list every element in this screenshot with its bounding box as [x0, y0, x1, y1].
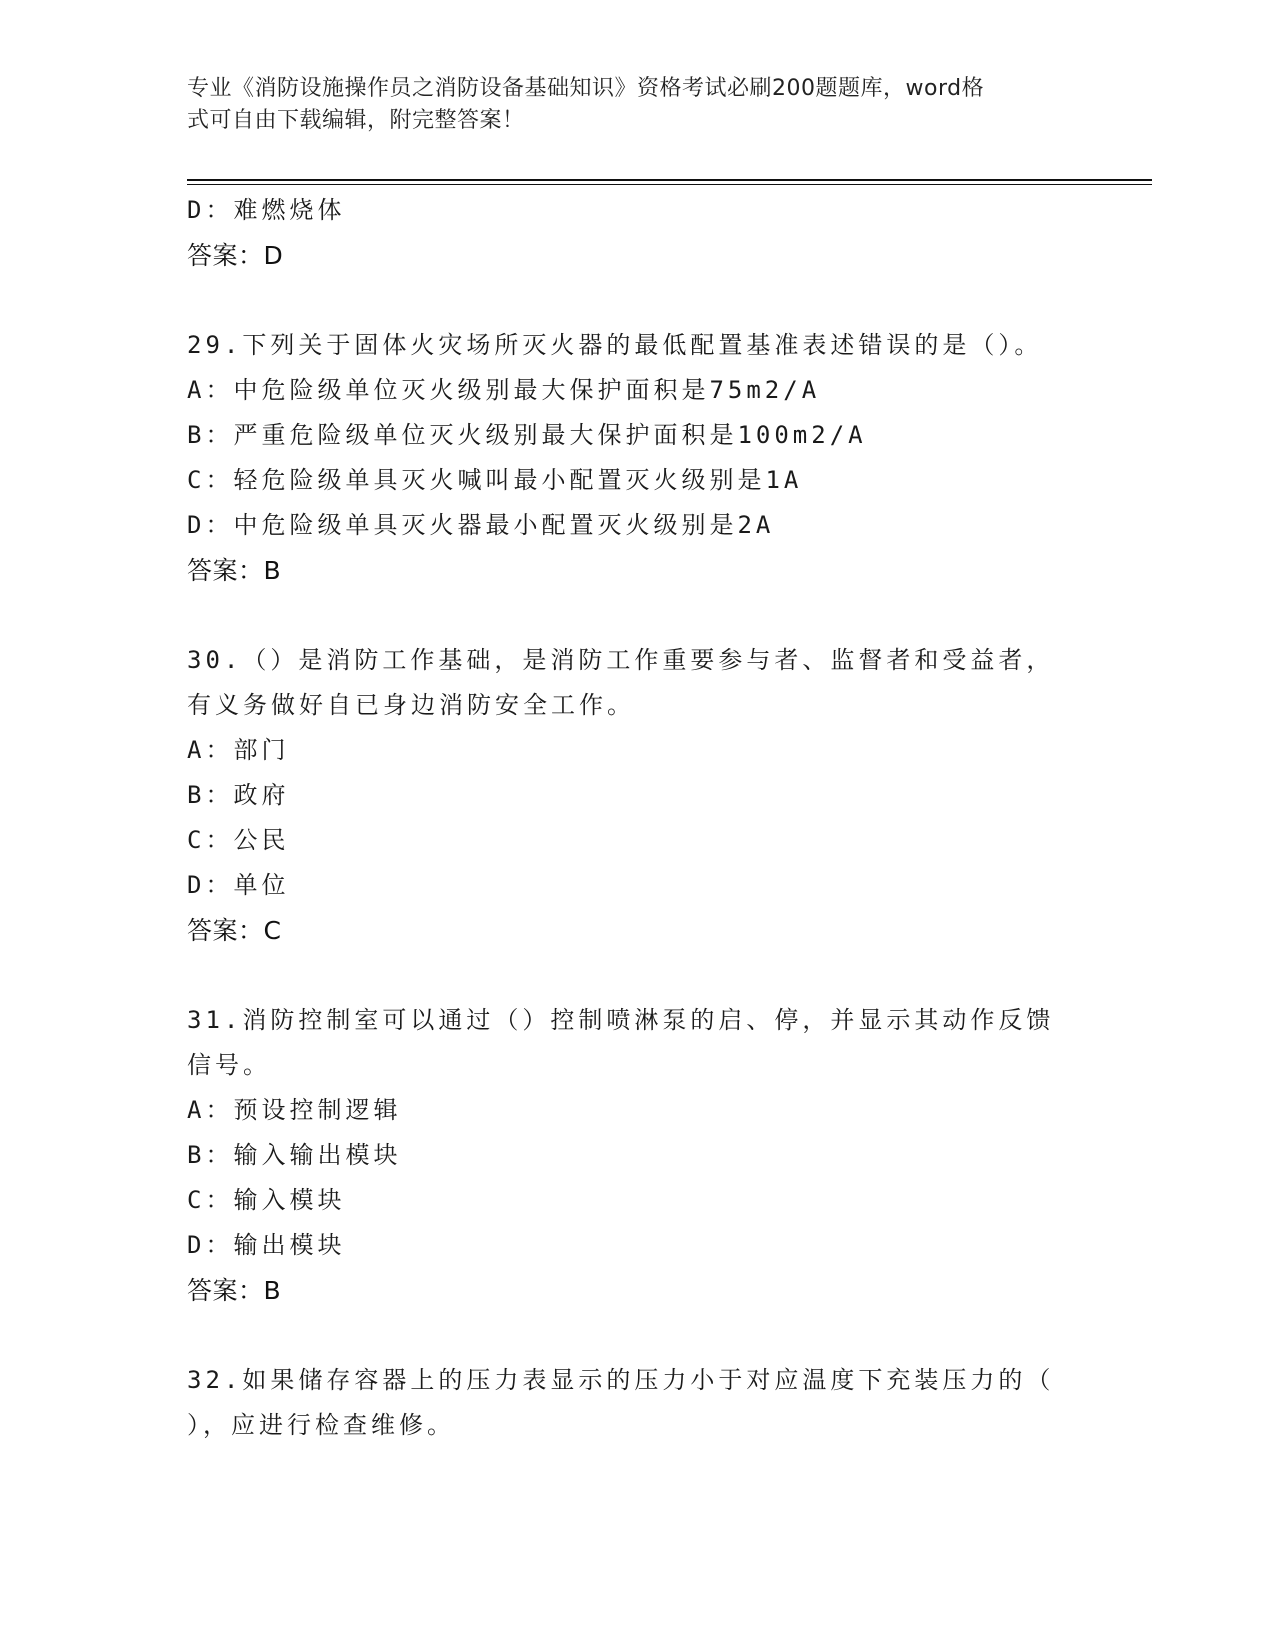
option-d: D：输出模块 — [187, 1231, 346, 1259]
answer-line: 答案：B — [187, 1276, 282, 1305]
option-c: C：公民 — [187, 826, 290, 854]
question-stem: 32.如果储存容器上的压力表显示的压力小于对应温度下充装压力的（ — [187, 1366, 1055, 1394]
spacer — [187, 1313, 1087, 1358]
option-c: C：输入模块 — [187, 1186, 346, 1214]
spacer — [187, 593, 1087, 638]
option-a: A：部门 — [187, 736, 290, 764]
option-d: D：单位 — [187, 871, 290, 899]
document-header — [187, 73, 1067, 137]
answer-line: 答案：D — [187, 241, 284, 270]
question-stem: 29.下列关于固体火灾场所灭火器的最低配置基准表述错误的是（）。 — [187, 331, 1043, 359]
option-b: B：政府 — [187, 781, 290, 809]
question-stem-continued: 有义务做好自已身边消防安全工作。 — [187, 691, 635, 719]
header-line-2: 式可自由下载编辑，附完整答案！ — [187, 108, 525, 133]
question-stem: 31.消防控制室可以通过（）控制喷淋泵的启、停，并显示其动作反馈 — [187, 1006, 1055, 1034]
spacer — [187, 953, 1087, 998]
answer-line: 答案：B — [187, 556, 282, 585]
question-30 — [187, 638, 1087, 953]
spacer — [187, 278, 1087, 323]
answer-line: 答案：C — [187, 916, 282, 945]
option-a: A：中危险级单位灭火级别最大保护面积是75m2/A — [187, 376, 821, 404]
question-list — [187, 188, 1087, 1448]
question-prev — [187, 188, 1087, 278]
option-b: B：输入输出模块 — [187, 1141, 402, 1169]
question-stem-continued: 信号。 — [187, 1051, 271, 1079]
question-stem: 30.（）是消防工作基础，是消防工作重要参与者、监督者和受益者， — [187, 646, 1055, 674]
question-29 — [187, 323, 1087, 593]
option-b: B：严重危险级单位灭火级别最大保护面积是100m2/A — [187, 421, 867, 449]
question-32 — [187, 1358, 1087, 1448]
question-stem-continued: ），应进行检查维修。 — [187, 1411, 455, 1439]
header-divider-thick — [187, 179, 1152, 181]
question-31 — [187, 998, 1087, 1313]
option-c: C：轻危险级单具灭火喊叫最小配置灭火级别是1A — [187, 466, 803, 494]
option-d: D：难燃烧体 — [187, 196, 346, 224]
option-a: A：预设控制逻辑 — [187, 1096, 402, 1124]
header-line-1: 专业《消防设施操作员之消防设备基础知识》资格考试必刷200题题库，word格 — [187, 76, 985, 101]
option-d: D：中危险级单具灭火器最小配置灭火级别是2A — [187, 511, 775, 539]
header-divider-thin — [187, 184, 1152, 185]
